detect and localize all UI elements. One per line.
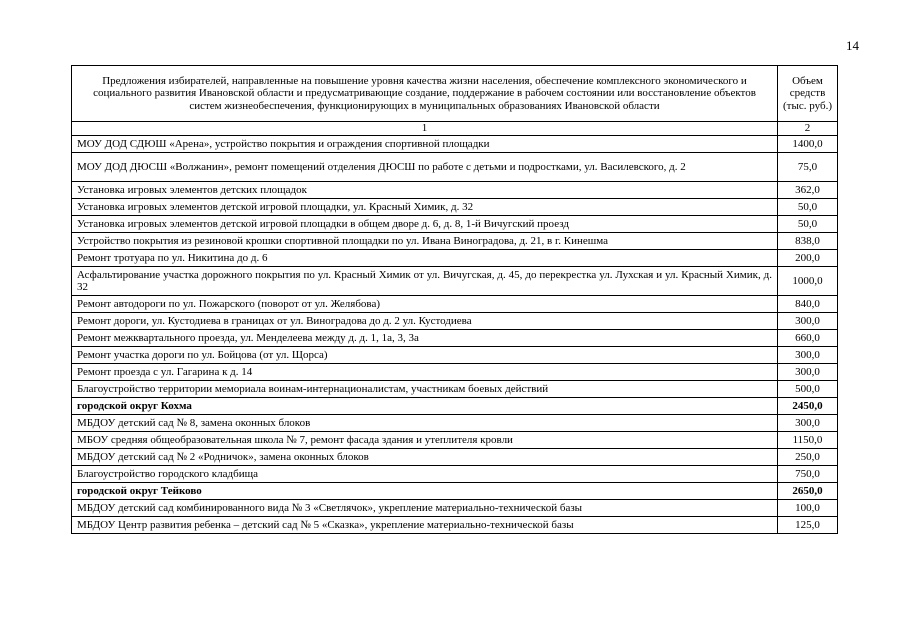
- proposal-amount: 50,0: [778, 199, 838, 216]
- proposal-amount: 840,0: [778, 296, 838, 313]
- proposal-text: Благоустройство территории мемориала воинам-интернационалистам, участникам боевых действий: [72, 381, 778, 398]
- proposal-amount: 300,0: [778, 347, 838, 364]
- proposal-text: Благоустройство городского кладбища: [72, 466, 778, 483]
- section-row: [72, 483, 838, 500]
- header-proposals: Предложения избирателей, направленные на повышение уровня качества жизни населения, обеспечение комплексного экономического и социального развития Ивановской области и предусматривающие создание, поддержание в рабочем состоянии или восстановление объектов систем жизнеобеспечения, функционирующих в муниципальных образованиях Ивановской области: [72, 66, 778, 122]
- table-row: [72, 182, 838, 199]
- section-title: городской округ Кохма: [72, 398, 778, 415]
- table-row: [72, 500, 838, 517]
- header-amount: Объем средств (тыс. руб.): [778, 66, 838, 122]
- proposal-text: МОУ ДОД СДЮШ «Арена», устройство покрытия и ограждения спортивной площадки: [72, 136, 778, 153]
- table-row: [72, 347, 838, 364]
- table-header-row: [72, 66, 838, 122]
- proposal-text: Установка игровых элементов детских площадок: [72, 182, 778, 199]
- column-index-1: 1: [72, 122, 778, 136]
- proposal-amount: 100,0: [778, 500, 838, 517]
- proposal-amount: 1000,0: [778, 267, 838, 296]
- proposal-text: МБДОУ детский сад № 2 «Родничок», замена оконных блоков: [72, 449, 778, 466]
- proposal-text: Ремонт участка дороги по ул. Бойцова (от ул. Щорса): [72, 347, 778, 364]
- proposal-amount: 50,0: [778, 216, 838, 233]
- proposal-amount: 200,0: [778, 250, 838, 267]
- proposal-text: Установка игровых элементов детской игровой площадки в общем дворе д. 6, д. 8, 1-й Вичугский проезд: [72, 216, 778, 233]
- table-row: [72, 296, 838, 313]
- proposal-text: Ремонт дороги, ул. Кустодиева в границах от ул. Виноградова до д. 2 ул. Кустодиева: [72, 313, 778, 330]
- section-total: 2450,0: [778, 398, 838, 415]
- proposal-text: МБДОУ Центр развития ребенка – детский сад № 5 «Сказка», укрепление материально-технической базы: [72, 517, 778, 534]
- section-title: городской округ Тейково: [72, 483, 778, 500]
- table-row: [72, 267, 838, 296]
- table-row: [72, 233, 838, 250]
- proposal-text: Ремонт тротуара по ул. Никитина до д. 6: [72, 250, 778, 267]
- proposal-text: Устройство покрытия из резиновой крошки спортивной площадки по ул. Ивана Виноградова, д. 21, в г. Кинешма: [72, 233, 778, 250]
- page-number: 14: [846, 38, 859, 53]
- proposal-amount: 750,0: [778, 466, 838, 483]
- proposal-text: МОУ ДОД ДЮСШ «Волжанин», ремонт помещений отделения ДЮСШ по работе с детьми и подростками, ул. Василевского, д. 2: [72, 153, 778, 182]
- column-index-2: 2: [778, 122, 838, 136]
- proposal-text: Ремонт межквартального проезда, ул. Менделеева между д. д. 1, 1а, 3, 3а: [72, 330, 778, 347]
- table-row: [72, 136, 838, 153]
- proposal-amount: 300,0: [778, 364, 838, 381]
- proposal-amount: 362,0: [778, 182, 838, 199]
- proposal-amount: 838,0: [778, 233, 838, 250]
- proposal-amount: 1400,0: [778, 136, 838, 153]
- table-row: [72, 432, 838, 449]
- column-index-row: [72, 122, 838, 136]
- proposal-amount: 125,0: [778, 517, 838, 534]
- proposal-amount: 500,0: [778, 381, 838, 398]
- table-row: [72, 250, 838, 267]
- proposal-amount: 660,0: [778, 330, 838, 347]
- proposal-text: МБДОУ детский сад комбинированного вида № 3 «Светлячок», укрепление материально-технической базы: [72, 500, 778, 517]
- proposal-text: Установка игровых элементов детской игровой площадки, ул. Красный Химик, д. 32: [72, 199, 778, 216]
- table-row: [72, 517, 838, 534]
- section-row: [72, 398, 838, 415]
- table-row: [72, 216, 838, 233]
- table-row: [72, 199, 838, 216]
- table-row: [72, 364, 838, 381]
- proposal-text: Ремонт проезда с ул. Гагарина к д. 14: [72, 364, 778, 381]
- proposal-amount: 75,0: [778, 153, 838, 182]
- proposal-amount: 300,0: [778, 313, 838, 330]
- proposals-table: [71, 65, 838, 534]
- proposals-table-body: [72, 66, 838, 534]
- section-total: 2650,0: [778, 483, 838, 500]
- proposal-amount: 1150,0: [778, 432, 838, 449]
- table-row: [72, 330, 838, 347]
- proposal-text: Асфальтирование участка дорожного покрытия по ул. Красный Химик от ул. Вичугская, д. 45, до перекрестка ул. Лухская и ул. Красный Химик, д. 32: [72, 267, 778, 296]
- table-row: [72, 415, 838, 432]
- proposal-amount: 300,0: [778, 415, 838, 432]
- proposal-text: МБОУ средняя общеобразовательная школа № 7, ремонт фасада здания и утеплителя кровли: [72, 432, 778, 449]
- table-row: [72, 466, 838, 483]
- table-row: [72, 313, 838, 330]
- proposal-text: МБДОУ детский сад № 8, замена оконных блоков: [72, 415, 778, 432]
- table-row: [72, 381, 838, 398]
- table-row: [72, 153, 838, 182]
- table-row: [72, 449, 838, 466]
- proposal-amount: 250,0: [778, 449, 838, 466]
- proposal-text: Ремонт автодороги по ул. Пожарского (поворот от ул. Желябова): [72, 296, 778, 313]
